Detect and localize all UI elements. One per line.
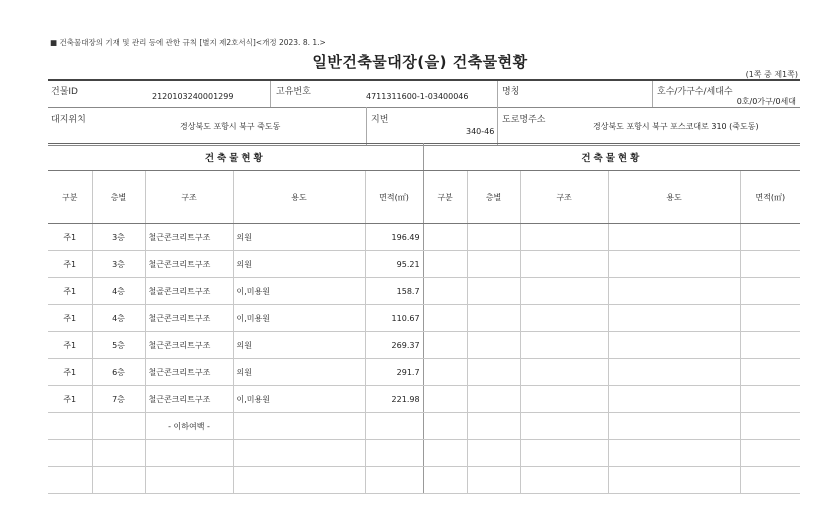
table-row — [48, 278, 800, 305]
document-title: 일반건축물대장(을) 건축물현황 — [312, 53, 528, 71]
page-info: (1쪽 중 제1쪽) — [745, 70, 798, 79]
empty-cell — [608, 440, 740, 467]
cell-area: 95.21 — [365, 251, 423, 278]
cell-structure: 철근콘크리트구조 — [145, 332, 233, 359]
empty-cell — [520, 413, 608, 440]
empty-cell — [233, 440, 365, 467]
cell-kind: 주1 — [48, 251, 92, 278]
col-header-use-right: 용도 — [608, 171, 740, 224]
cell-area: 221.98 — [365, 386, 423, 413]
cell-use: 의원 — [233, 224, 365, 251]
empty-cell — [467, 224, 520, 251]
cell-structure: 철근콘크리트구조 — [145, 305, 233, 332]
empty-cell — [145, 440, 233, 467]
empty-cell — [520, 440, 608, 467]
empty-cell — [423, 440, 467, 467]
cell-use: 의원 — [233, 359, 365, 386]
cell-floor: 5층 — [92, 332, 145, 359]
table-row — [48, 386, 800, 413]
empty-cell — [740, 332, 800, 359]
table-row — [48, 332, 800, 359]
table-row — [48, 440, 800, 467]
empty-cell — [520, 224, 608, 251]
empty-cell — [740, 386, 800, 413]
col-header-use: 용도 — [233, 171, 365, 224]
cell-kind: 주1 — [48, 386, 92, 413]
building-id-label: 건물ID — [51, 87, 78, 97]
empty-cell — [423, 332, 467, 359]
empty-cell — [365, 440, 423, 467]
table-row — [48, 359, 800, 386]
empty-cell — [740, 467, 800, 494]
empty-cell — [740, 413, 800, 440]
empty-cell — [467, 413, 520, 440]
section-title-left: 건축물현황 — [48, 144, 423, 171]
empty-cell — [520, 305, 608, 332]
empty-cell — [467, 278, 520, 305]
cell-area: 158.7 — [365, 278, 423, 305]
col-header-structure: 구조 — [145, 171, 233, 224]
empty-cell — [608, 386, 740, 413]
site-value: 경상북도 포항시 북구 죽도동 — [180, 122, 281, 131]
table-row — [48, 467, 800, 494]
cell-area: 269.37 — [365, 332, 423, 359]
empty-cell — [740, 440, 800, 467]
empty-cell — [608, 224, 740, 251]
empty-cell — [423, 251, 467, 278]
empty-cell — [233, 413, 365, 440]
blank-marker: - 이하여백 - — [145, 413, 233, 440]
cell-kind: 주1 — [48, 278, 92, 305]
name-label: 명칭 — [502, 87, 520, 97]
empty-cell — [423, 413, 467, 440]
empty-cell — [740, 251, 800, 278]
empty-cell — [423, 224, 467, 251]
lot-value: 340-46 — [466, 127, 495, 136]
cell-structure: 철근콘크리트구조 — [145, 386, 233, 413]
empty-cell — [423, 359, 467, 386]
cell-kind: 주1 — [48, 332, 92, 359]
empty-cell — [365, 467, 423, 494]
empty-cell — [423, 278, 467, 305]
cell-kind: 주1 — [48, 224, 92, 251]
empty-cell — [740, 359, 800, 386]
empty-cell — [740, 224, 800, 251]
col-header-kind-right: 구분 — [423, 171, 467, 224]
table-row — [48, 224, 800, 251]
empty-cell — [520, 359, 608, 386]
empty-cell — [608, 467, 740, 494]
empty-cell — [423, 386, 467, 413]
empty-cell — [467, 332, 520, 359]
empty-cell — [48, 440, 92, 467]
cell-floor: 3층 — [92, 224, 145, 251]
empty-cell — [740, 278, 800, 305]
empty-cell — [608, 413, 740, 440]
empty-cell — [233, 467, 365, 494]
cell-use: 의원 — [233, 332, 365, 359]
empty-cell — [467, 440, 520, 467]
table-row — [48, 413, 800, 440]
road-address-value: 경상북도 포항시 북구 포스코대로 310 (죽도동) — [593, 122, 759, 131]
cell-floor: 6층 — [92, 359, 145, 386]
cell-floor: 4층 — [92, 278, 145, 305]
empty-cell — [520, 386, 608, 413]
empty-cell — [467, 467, 520, 494]
empty-cell — [520, 332, 608, 359]
table-row — [48, 251, 800, 278]
table-row — [48, 305, 800, 332]
cell-area: 196.49 — [365, 224, 423, 251]
header-block — [48, 79, 800, 146]
cell-floor: 7층 — [92, 386, 145, 413]
empty-cell — [520, 467, 608, 494]
col-header-structure-right: 구조 — [520, 171, 608, 224]
cell-use: 이,미용원 — [233, 386, 365, 413]
column-header-row — [48, 171, 800, 224]
empty-cell — [92, 413, 145, 440]
empty-cell — [608, 278, 740, 305]
empty-cell — [423, 305, 467, 332]
empty-cell — [608, 359, 740, 386]
road-address-label: 도로명주소 — [502, 115, 546, 125]
cell-area: 291.7 — [365, 359, 423, 386]
unique-no-value: 4711311600-1-03400046 — [366, 92, 469, 101]
cell-kind: 주1 — [48, 359, 92, 386]
site-label: 대지위치 — [51, 115, 86, 125]
cell-use: 이,미용원 — [233, 305, 365, 332]
household-value: 0호/0가구/0세대 — [736, 97, 796, 106]
cell-structure: 철근콘크리트구조 — [145, 224, 233, 251]
empty-cell — [608, 332, 740, 359]
section-title-right: 건축물현황 — [423, 144, 800, 171]
empty-cell — [608, 305, 740, 332]
empty-cell — [740, 305, 800, 332]
cell-kind: 주1 — [48, 305, 92, 332]
col-header-kind: 구분 — [48, 171, 92, 224]
empty-cell — [48, 413, 92, 440]
empty-cell — [467, 386, 520, 413]
lot-label: 지번 — [371, 115, 389, 125]
cell-structure: 철골콘크리트구조 — [145, 278, 233, 305]
unique-no-label: 고유번호 — [276, 87, 311, 97]
cell-use: 이,미용원 — [233, 278, 365, 305]
col-header-area-right: 면적(㎡) — [740, 171, 800, 224]
form-reference-note: ■ 건축물대장의 기재 및 관리 등에 관한 규칙 [별지 제2호서식]<개정 2023. 8. 1.> — [50, 38, 326, 47]
empty-cell — [145, 467, 233, 494]
col-header-area: 면적(㎡) — [365, 171, 423, 224]
empty-cell — [365, 413, 423, 440]
empty-cell — [48, 467, 92, 494]
col-header-floor-right: 층별 — [467, 171, 520, 224]
cell-use: 의원 — [233, 251, 365, 278]
empty-cell — [467, 305, 520, 332]
empty-cell — [520, 251, 608, 278]
empty-cell — [608, 251, 740, 278]
cell-structure: 철근콘크리트구조 — [145, 359, 233, 386]
empty-cell — [467, 251, 520, 278]
building-id-value: 2120103240001299 — [152, 92, 234, 101]
cell-floor: 4층 — [92, 305, 145, 332]
cell-structure: 철근콘크리트구조 — [145, 251, 233, 278]
empty-cell — [92, 467, 145, 494]
empty-cell — [92, 440, 145, 467]
cell-area: 110.67 — [365, 305, 423, 332]
empty-cell — [520, 278, 608, 305]
col-header-floor: 층별 — [92, 171, 145, 224]
empty-cell — [423, 467, 467, 494]
household-label: 호수/가구수/세대수 — [657, 87, 733, 97]
building-status-table — [48, 143, 800, 494]
cell-floor: 3층 — [92, 251, 145, 278]
empty-cell — [467, 359, 520, 386]
